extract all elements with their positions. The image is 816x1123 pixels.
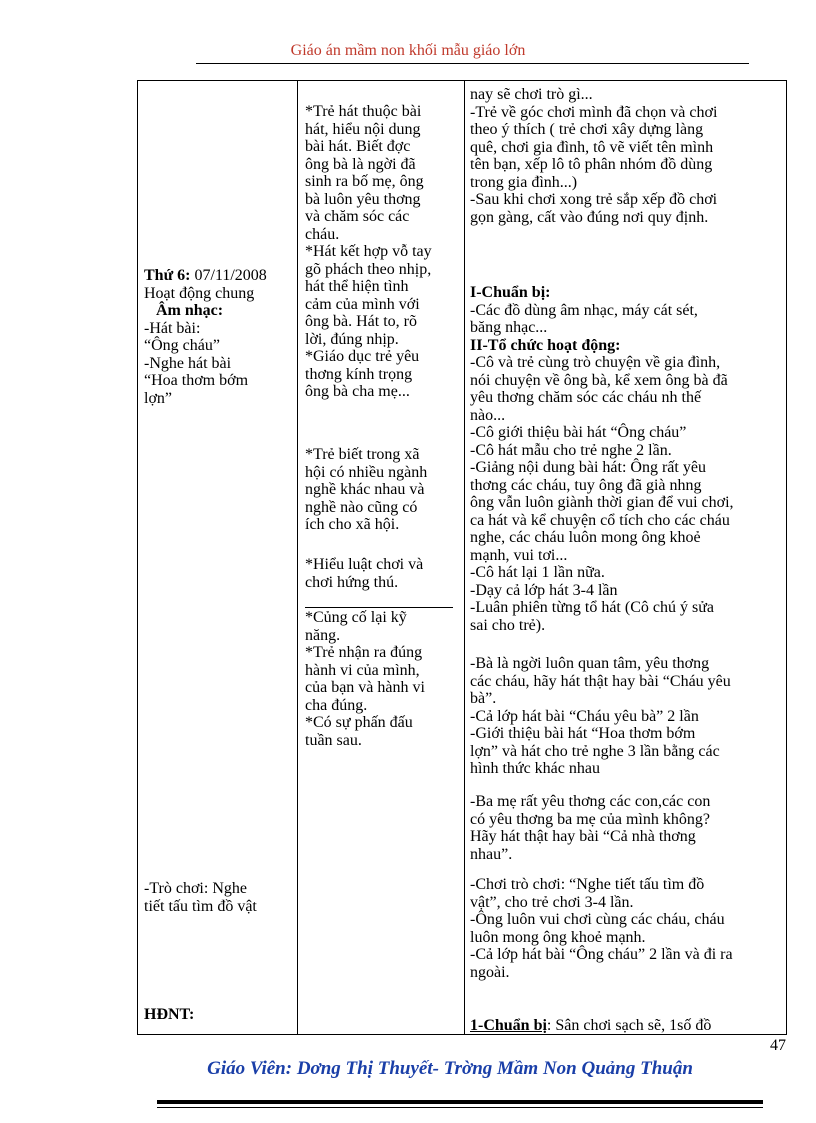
organization-heading: II-Tổ chức hoạt động: — [470, 336, 621, 354]
objective-line: *Có sự phấn đấu — [305, 714, 413, 731]
activity-line: Hãy hát thật hay bài “Cả nhà thơng — [470, 828, 696, 845]
footer-teacher: Giáo Viên: Dơng Thị Thuyết- Trờng Mầm Non Quảng Thuận — [207, 1058, 693, 1079]
final-prep-text: : Sân chơi sạch sẽ, 1số đồ — [546, 1017, 712, 1034]
objective-line: chơi hứng thú. — [305, 573, 399, 591]
objective-line: hành vi của mình, — [305, 661, 420, 679]
final-prep-heading: 1-Chuẩn bị — [470, 1017, 547, 1034]
objective-line: hát thể hiện tình — [305, 278, 409, 295]
activity-line: -Dạy cả lớp hát 3-4 lần — [470, 581, 618, 599]
day-date: 07/11/2008 — [190, 267, 267, 284]
day-label: Thứ 6: — [144, 267, 191, 284]
game-block — [144, 880, 291, 915]
game-line: -Trò chơi: Nghe — [144, 880, 247, 897]
activity-line: -Chơi trò chơi: “Nghe tiết tấu tìm đồ — [470, 876, 705, 893]
activities-block-4 — [470, 793, 779, 863]
activity-line: mạnh, vui tơi... — [470, 546, 568, 564]
objective-line: gõ phách theo nhịp, — [305, 260, 432, 278]
objective-line: tuần sau. — [305, 731, 362, 749]
schedule-line: -Nghe hát bài — [144, 354, 232, 372]
activity-line: -Cô giới thiệu bài hát “Ông cháu” — [470, 424, 687, 441]
activity-line: -Cô và trẻ cùng trò chuyện về gia đình, — [470, 354, 721, 371]
schedule-line: “Ông cháu” — [144, 337, 220, 354]
activities-block-5 — [470, 876, 779, 981]
activity-line: theo ý thích ( trẻ chơi xây dựng làng — [470, 121, 704, 138]
activity-type: Hoạt động chung — [144, 284, 255, 302]
page-number: 47 — [770, 1037, 786, 1054]
objective-line: ông bà là ngời đã — [305, 155, 416, 173]
objective-line: và chăm sóc các — [305, 208, 410, 225]
objective-line: *Trẻ hát thuộc bài — [305, 103, 422, 120]
objective-line: lời, đúng nhịp. — [305, 330, 399, 348]
subject-heading: Âm nhạc: — [156, 302, 224, 319]
activity-line: -Các đồ dùng âm nhạc, máy cát sét, — [470, 301, 698, 319]
activity-line: -Giảng nội dung bài hát: Ông rất yêu — [470, 459, 706, 476]
activities-block-2 — [470, 284, 779, 634]
activity-line: vật”, cho trẻ chơi 3-4 lần. — [470, 893, 634, 911]
activity-line: bà”. — [470, 690, 497, 707]
objective-line: sinh ra bố mẹ, ông — [305, 173, 424, 190]
activity-line: nay sẽ chơi trò gì... — [470, 86, 593, 103]
activity-line: -Cả lớp hát bài “Cháu yêu bà” 2 lần — [470, 707, 699, 725]
activity-line: -Giới thiệu bài hát “Hoa thơm bớm — [470, 725, 696, 742]
activity-line: nhau”. — [470, 845, 513, 863]
objective-line: *Trẻ biết trong xã — [305, 446, 420, 463]
objective-line: năng. — [305, 626, 341, 644]
activity-line: tên bạn, xếp lô tô phân nhóm đồ dùng — [470, 156, 713, 173]
activity-line: sai cho trẻ). — [470, 616, 546, 634]
objective-line: cảm của mình với — [305, 295, 420, 313]
objectives-block-1 — [305, 103, 458, 401]
activity-line: -Cả lớp hát bài “Ông cháu” 2 lần và đi ra — [470, 946, 733, 963]
activity-line: luôn mong ông khoẻ mạnh. — [470, 928, 646, 946]
objectives-block-3 — [305, 556, 458, 591]
objective-line: bà luôn yêu thơng — [305, 190, 421, 208]
lesson-plan-table — [137, 80, 787, 1035]
objective-line: cha đúng. — [305, 696, 368, 714]
prep-heading: I-Chuẩn bị: — [470, 284, 551, 301]
section-divider — [305, 607, 453, 608]
activity-line: -Trẻ về góc chơi mình đã chọn và chơi — [470, 103, 718, 121]
objectives-block-4 — [305, 609, 458, 749]
game-line: tiết tấu tìm đồ vật — [144, 897, 257, 915]
activity-line: có yêu thơng ba mẹ của mình không? — [470, 810, 710, 828]
activity-line: -Bà là ngời luôn quan tâm, yêu thơng — [470, 655, 710, 672]
activity-line: nghe, các cháu luôn mong ông khoẻ — [470, 529, 701, 546]
activity-line: thơng các cháu, tuy ông đã già nhng — [470, 476, 702, 494]
schedule-line: -Hát bài: — [144, 319, 201, 337]
objective-line: ông bà. Hát to, rõ — [305, 313, 417, 330]
activity-line: lợn” và hát cho trẻ nghe 3 lần bằng các — [470, 742, 720, 760]
activity-line: nào... — [470, 406, 506, 424]
activity-line: hình thức khác nhau — [470, 760, 600, 777]
day-block — [144, 267, 291, 407]
objectives-block-2 — [305, 446, 458, 534]
activity-line: -Ông luôn vui chơi cùng các cháu, cháu — [470, 911, 725, 928]
activity-line: gọn gàng, cất vào đúng nơi quy định. — [470, 208, 709, 226]
activities-block-3 — [470, 655, 779, 778]
activity-line: các cháu, hãy hát thật hay bài “Cháu yêu — [470, 672, 731, 690]
activities-block-1 — [470, 86, 779, 226]
objective-line: thơng kính trọng — [305, 365, 413, 383]
objective-line: hát, hiểu nội dung — [305, 120, 421, 138]
activity-line: -Cô hát mẫu cho trẻ nghe 2 lần. — [470, 441, 672, 459]
activity-line: nói chuyện về ông bà, kể xem ông bà đã — [470, 371, 728, 389]
hdnt-label: HĐNT: — [144, 1006, 195, 1023]
objective-line: ích cho xã hội. — [305, 516, 400, 533]
schedule-line: lợn” — [144, 389, 173, 407]
objective-line: *Hiểu luật chơi và — [305, 556, 424, 573]
column-schedule — [138, 81, 298, 1035]
objective-line: *Giáo dục trẻ yêu — [305, 348, 420, 365]
activity-line: -Cô hát lại 1 lần nữa. — [470, 564, 605, 581]
schedule-line: “Hoa thơm bớm — [144, 372, 249, 389]
activity-line: quê, chơi gia đình, tô vẽ viết tên mình — [470, 138, 714, 156]
activity-line: yêu thơng chăm sóc các cháu nh thế — [470, 389, 702, 406]
activity-line: băng nhạc... — [470, 319, 548, 336]
page-header-title: Giáo án mầm non khối mẫu giáo lớn — [290, 42, 526, 59]
activity-line: -Ba mẹ rất yêu thơng các con,các con — [470, 793, 711, 810]
activity-line: ông vẫn luôn giành thời gian để vui chơi, — [470, 494, 734, 511]
activity-line: -Luân phiên từng tổ hát (Cô chú ý sửa — [470, 599, 714, 616]
objective-line: nghề khác nhau và — [305, 481, 425, 498]
objective-line: cháu. — [305, 225, 340, 243]
footer-rule-thin — [157, 1107, 763, 1108]
header-rule — [196, 63, 749, 64]
objective-line: hội có nhiều ngành — [305, 463, 428, 481]
column-activities — [465, 81, 787, 1035]
final-prep-line — [470, 1017, 779, 1034]
activity-line: ca hát và kể chuyện cổ tích cho các cháu — [470, 511, 730, 529]
objective-line: *Hát kết hợp vỗ tay — [305, 243, 432, 260]
activity-line: ngoài. — [470, 963, 510, 981]
objective-line: của bạn và hành vi — [305, 679, 425, 696]
column-objectives — [298, 81, 465, 1035]
objective-line: *Củng cố lại kỹ — [305, 609, 407, 626]
objective-line: nghề nào cũng có — [305, 498, 418, 516]
footer-rule-thick — [157, 1100, 763, 1104]
objective-line: ông bà cha mẹ... — [305, 383, 410, 400]
activity-line: -Sau khi chơi xong trẻ sắp xếp đồ chơi — [470, 191, 718, 208]
objective-line: bài hát. Biết đợc — [305, 138, 411, 155]
activity-line: trong gia đình...) — [470, 173, 578, 191]
objective-line: *Trẻ nhận ra đúng — [305, 644, 423, 661]
